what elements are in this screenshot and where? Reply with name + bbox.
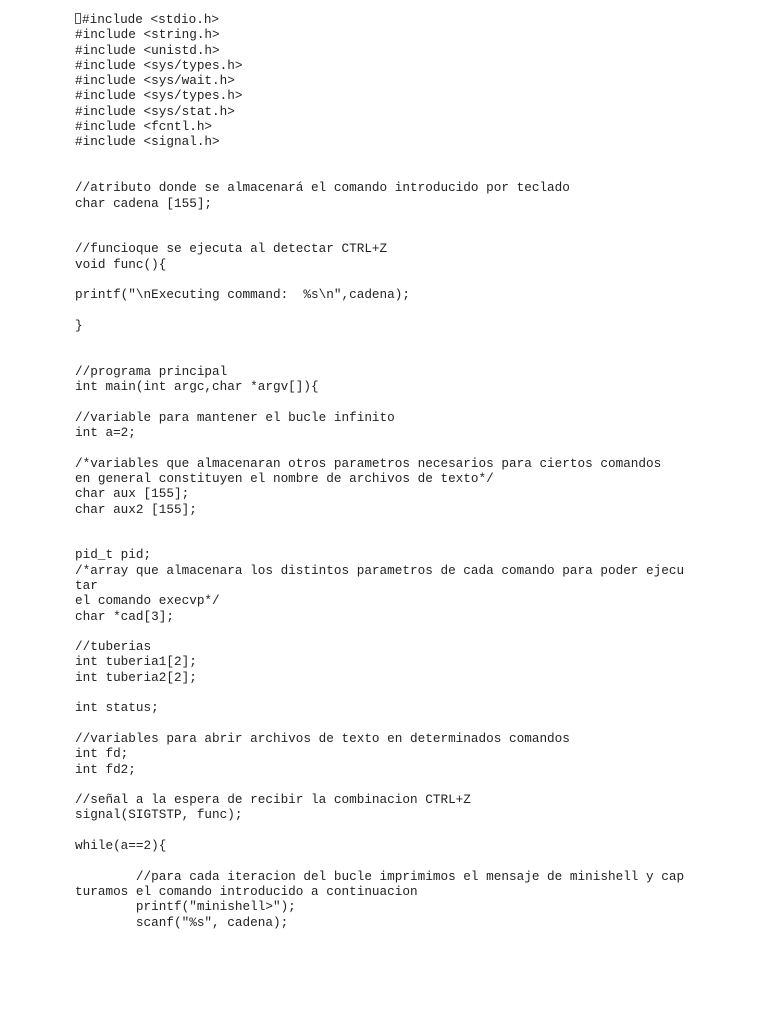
code-line: [75, 257, 755, 272]
code-line-text: scanf("%s", cadena);: [75, 914, 289, 930]
code-line-text: while(a==2){: [75, 838, 167, 854]
code-line: [75, 287, 755, 302]
code-line-text: printf("minishell>");: [75, 899, 296, 915]
code-line: [75, 211, 755, 226]
code-line: [75, 12, 755, 27]
code-line: [75, 563, 755, 578]
code-line-text: tar: [75, 577, 98, 593]
code-line-text: int tuberia2[2];: [75, 669, 197, 685]
code-line-text: #include <unistd.h>: [75, 42, 220, 58]
code-line: [75, 517, 755, 532]
code-line: [75, 869, 755, 884]
code-line-text: //atributo donde se almacenará el comando introducido por teclado: [75, 180, 570, 196]
code-line-text: //tuberias: [75, 639, 152, 655]
code-line-text: }: [75, 317, 83, 333]
code-line: [75, 716, 755, 731]
code-line: [75, 532, 755, 547]
code-line: [75, 134, 755, 149]
code-line: [75, 364, 755, 379]
code-line-text: #include <string.h>: [75, 27, 220, 43]
code-line: [75, 303, 755, 318]
missing-glyph-icon: [75, 13, 81, 24]
code-line-text: int a=2;: [75, 425, 136, 441]
code-line-text: #include <sys/wait.h>: [75, 73, 235, 89]
code-line-text: int tuberia1[2];: [75, 654, 197, 670]
code-line: [75, 807, 755, 822]
code-line: [75, 915, 755, 930]
code-line-text: int main(int argc,char *argv[]){: [75, 379, 319, 395]
code-line: [75, 440, 755, 455]
code-line-text: //funcioque se ejecuta al detectar CTRL+Z: [75, 241, 388, 257]
code-line: [75, 838, 755, 853]
code-line-text: turamos el comando introducido a continuacion: [75, 883, 418, 899]
code-line-text: en general constituyen el nombre de archivos de texto*/: [75, 470, 494, 486]
code-line: [75, 119, 755, 134]
code-line: [75, 318, 755, 333]
code-line: [75, 150, 755, 165]
code-line-text: //para cada iteracion del bucle imprimimos el mensaje de minishell y cap: [75, 868, 685, 884]
code-line: [75, 777, 755, 792]
code-line: [75, 196, 755, 211]
code-line: [75, 226, 755, 241]
code-line-text: int fd;: [75, 746, 129, 762]
code-line: [75, 502, 755, 517]
code-line-text: #include <fcntl.h>: [75, 119, 213, 135]
code-line-text: //señal a la espera de recibir la combinacion CTRL+Z: [75, 792, 471, 808]
code-line-text: #include <sys/types.h>: [75, 57, 243, 73]
code-line: [75, 456, 755, 471]
code-line: [75, 899, 755, 914]
code-line-text: void func(){: [75, 256, 167, 272]
code-line-text: char aux2 [155];: [75, 501, 197, 517]
code-line: [75, 884, 755, 899]
code-line: [75, 379, 755, 394]
code-line-text: char cadena [155];: [75, 195, 213, 211]
code-line-text: //variables para abrir archivos de texto en determinados comandos: [75, 730, 570, 746]
code-line: [75, 333, 755, 348]
code-line: [75, 654, 755, 669]
code-line-text: int status;: [75, 700, 159, 716]
code-line: [75, 104, 755, 119]
code-document: [75, 12, 755, 930]
code-line: [75, 180, 755, 195]
code-line-text: #include <signal.h>: [75, 134, 220, 150]
code-line: [75, 685, 755, 700]
code-line: [75, 43, 755, 58]
code-line-text: pid_t pid;: [75, 547, 152, 563]
code-line: [75, 27, 755, 42]
code-line: [75, 165, 755, 180]
code-line-text: /*array que almacenara los distintos parametros de cada comando para poder ejecu: [75, 562, 685, 578]
code-line-text: el comando execvp*/: [75, 593, 220, 609]
code-line: [75, 593, 755, 608]
code-line-text: /*variables que almacenaran otros parametros necesarios para ciertos comandos: [75, 455, 662, 471]
code-line-text: printf("\nExecuting command: %s\n",cadena);: [75, 287, 411, 303]
code-line-text: #include <sys/types.h>: [75, 88, 243, 104]
code-line: [75, 241, 755, 256]
code-line: [75, 746, 755, 761]
code-line: [75, 853, 755, 868]
code-line: [75, 471, 755, 486]
code-line: [75, 609, 755, 624]
code-line: [75, 762, 755, 777]
code-line-text: #include <sys/stat.h>: [75, 103, 235, 119]
code-line: [75, 73, 755, 88]
code-line: [75, 823, 755, 838]
code-line-text: char aux [155];: [75, 486, 190, 502]
code-line: [75, 547, 755, 562]
code-line: [75, 410, 755, 425]
code-line: [75, 349, 755, 364]
code-line: [75, 639, 755, 654]
code-line: [75, 425, 755, 440]
code-line: [75, 272, 755, 287]
code-line: [75, 624, 755, 639]
code-line-text: int fd2;: [75, 761, 136, 777]
code-line-text: #include <stdio.h>: [82, 12, 220, 27]
code-line-text: char *cad[3];: [75, 608, 174, 624]
code-line-text: //programa principal: [75, 363, 228, 379]
code-line: [75, 670, 755, 685]
code-line: [75, 394, 755, 409]
code-line: [75, 88, 755, 103]
code-line-text: signal(SIGTSTP, func);: [75, 807, 243, 823]
code-line: [75, 700, 755, 715]
code-line: [75, 486, 755, 501]
code-line-text: //variable para mantener el bucle infinito: [75, 409, 395, 425]
code-line: [75, 58, 755, 73]
code-line: [75, 792, 755, 807]
code-line: [75, 731, 755, 746]
code-line: [75, 578, 755, 593]
